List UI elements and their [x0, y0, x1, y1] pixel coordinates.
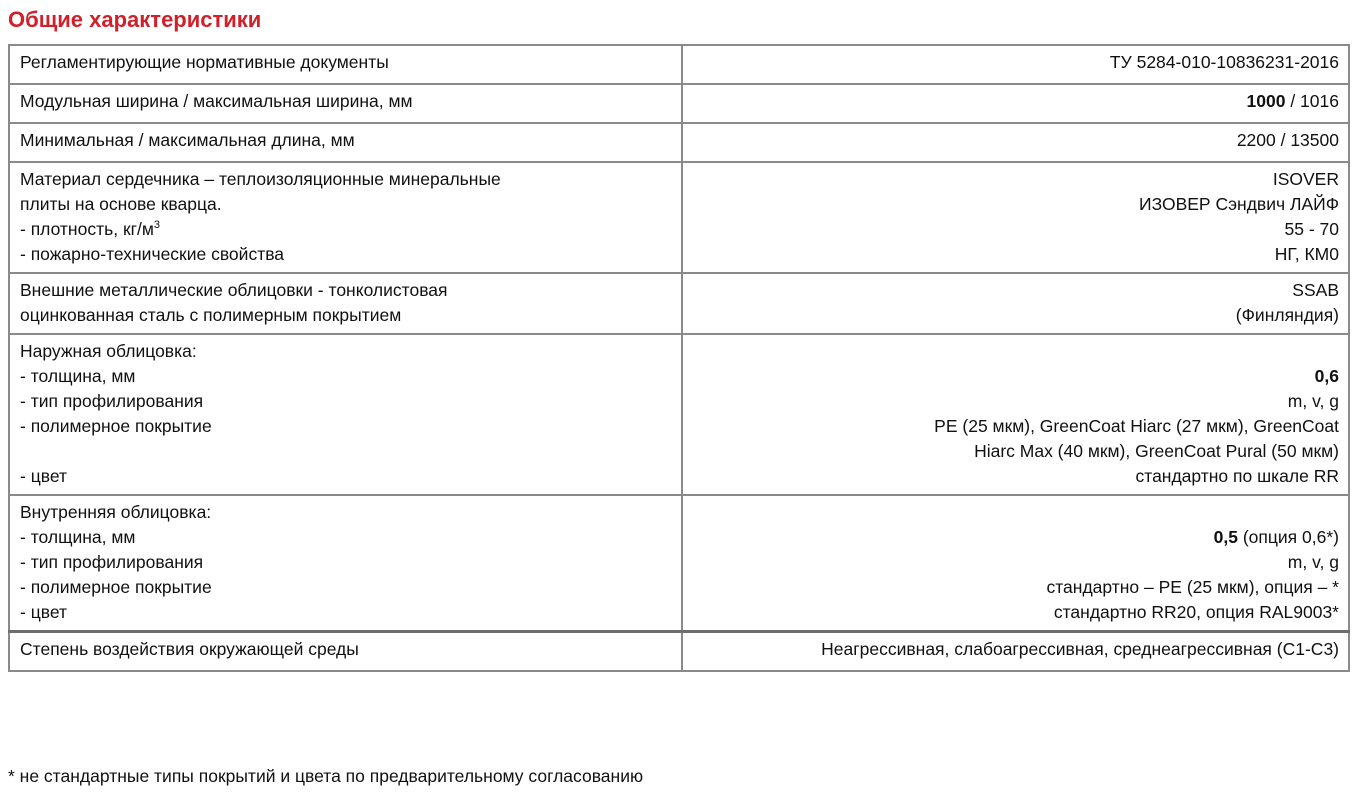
core-value-line: 55 - 70 [1284, 219, 1339, 239]
inner-label [9, 495, 682, 632]
inner-value [682, 495, 1349, 632]
table-row-width [9, 84, 1349, 123]
outer-profile-value: m, v, g [1287, 391, 1339, 411]
inner-profile-value: m, v, g [1287, 552, 1339, 572]
table-row-environment [9, 632, 1349, 672]
core-label-line: плиты на основе кварца. [20, 194, 222, 214]
core-density-text: - плотность, кг/м [20, 219, 154, 239]
inner-thickness-bold: 0,5 [1213, 527, 1238, 547]
docs-label: Регламентирующие нормативные документы [9, 45, 682, 84]
table-row-cladding [9, 273, 1349, 334]
width-value [682, 84, 1349, 123]
outer-value-spacer [693, 339, 1339, 364]
table-row-core [9, 162, 1349, 273]
inner-label-line: Внутренняя облицовка: [20, 502, 212, 522]
table-row-docs [9, 45, 1349, 84]
inner-label-line: - тип профилирования [20, 552, 204, 572]
inner-thickness-rest: (опция 0,6*) [1237, 527, 1339, 547]
table-row-inner [9, 495, 1349, 632]
table-row-length [9, 123, 1349, 162]
core-value [682, 162, 1349, 273]
outer-label [9, 334, 682, 495]
outer-label-line: - цвет [20, 466, 67, 486]
core-label-line: - пожарно-технические свойства [20, 244, 285, 264]
length-label: Минимальная / максимальная длина, мм [9, 123, 682, 162]
outer-label-spacer [20, 439, 672, 464]
outer-value [682, 334, 1349, 495]
cladding-value-line: SSAB [1292, 280, 1339, 300]
core-density-label [20, 217, 672, 242]
inner-thickness-value [693, 525, 1339, 550]
inner-label-line: - полимерное покрытие [20, 577, 212, 597]
inner-label-line: - цвет [20, 602, 67, 622]
outer-label-line: - толщина, мм [20, 366, 136, 386]
inner-value-spacer [693, 500, 1339, 525]
inner-label-line: - толщина, мм [20, 527, 136, 547]
outer-thickness-value: 0,6 [1314, 366, 1339, 386]
docs-value: ТУ 5284-010-10836231-2016 [682, 45, 1349, 84]
characteristics-table [8, 44, 1350, 672]
outer-coating-value: Hiarc Max (40 мкм), GreenCoat Pural (50 мкм) [974, 441, 1339, 461]
core-label-line: Материал сердечника – теплоизоляционные минеральные [20, 169, 501, 189]
width-value-rest: / 1016 [1285, 91, 1339, 111]
cube-superscript: 3 [153, 219, 160, 231]
width-label: Модульная ширина / максимальная ширина, мм [9, 84, 682, 123]
core-label [9, 162, 682, 273]
cladding-label-line: оцинкованная сталь с полимерным покрытием [20, 305, 402, 325]
core-value-line: ISOVER [1272, 169, 1339, 189]
length-value: 2200 / 13500 [682, 123, 1349, 162]
inner-coating-value: стандартно – PE (25 мкм), опция – * [1046, 577, 1339, 597]
outer-label-line: Наружная облицовка: [20, 341, 197, 361]
cladding-value-line: (Финляндия) [1235, 305, 1339, 325]
environment-value: Неагрессивная, слабоагрессивная, среднеагрессивная (С1-С3) [682, 632, 1349, 672]
core-value-line: НГ, КМ0 [1274, 244, 1339, 264]
outer-label-line: - тип профилирования [20, 391, 204, 411]
outer-coating-value: PE (25 мкм), GreenCoat Hiarc (27 мкм), GreenCoat [934, 416, 1339, 436]
outer-color-value: стандартно по шкале RR [1135, 466, 1339, 486]
width-value-bold: 1000 [1246, 91, 1286, 111]
inner-color-value: стандартно RR20, опция RAL9003* [1053, 602, 1339, 622]
outer-label-line: - полимерное покрытие [20, 416, 212, 436]
environment-label: Степень воздействия окружающей среды [9, 632, 682, 672]
cladding-label-line: Внешние металлические облицовки - тонколистовая [20, 280, 448, 300]
cladding-label [9, 273, 682, 334]
section-title: Общие характеристики [8, 7, 262, 32]
core-value-line: ИЗОВЕР Сэндвич ЛАЙФ [1139, 194, 1339, 214]
cladding-value [682, 273, 1349, 334]
table-row-outer [9, 334, 1349, 495]
footnote: * не стандартные типы покрытий и цвета по предварительному согласованию [8, 766, 644, 786]
